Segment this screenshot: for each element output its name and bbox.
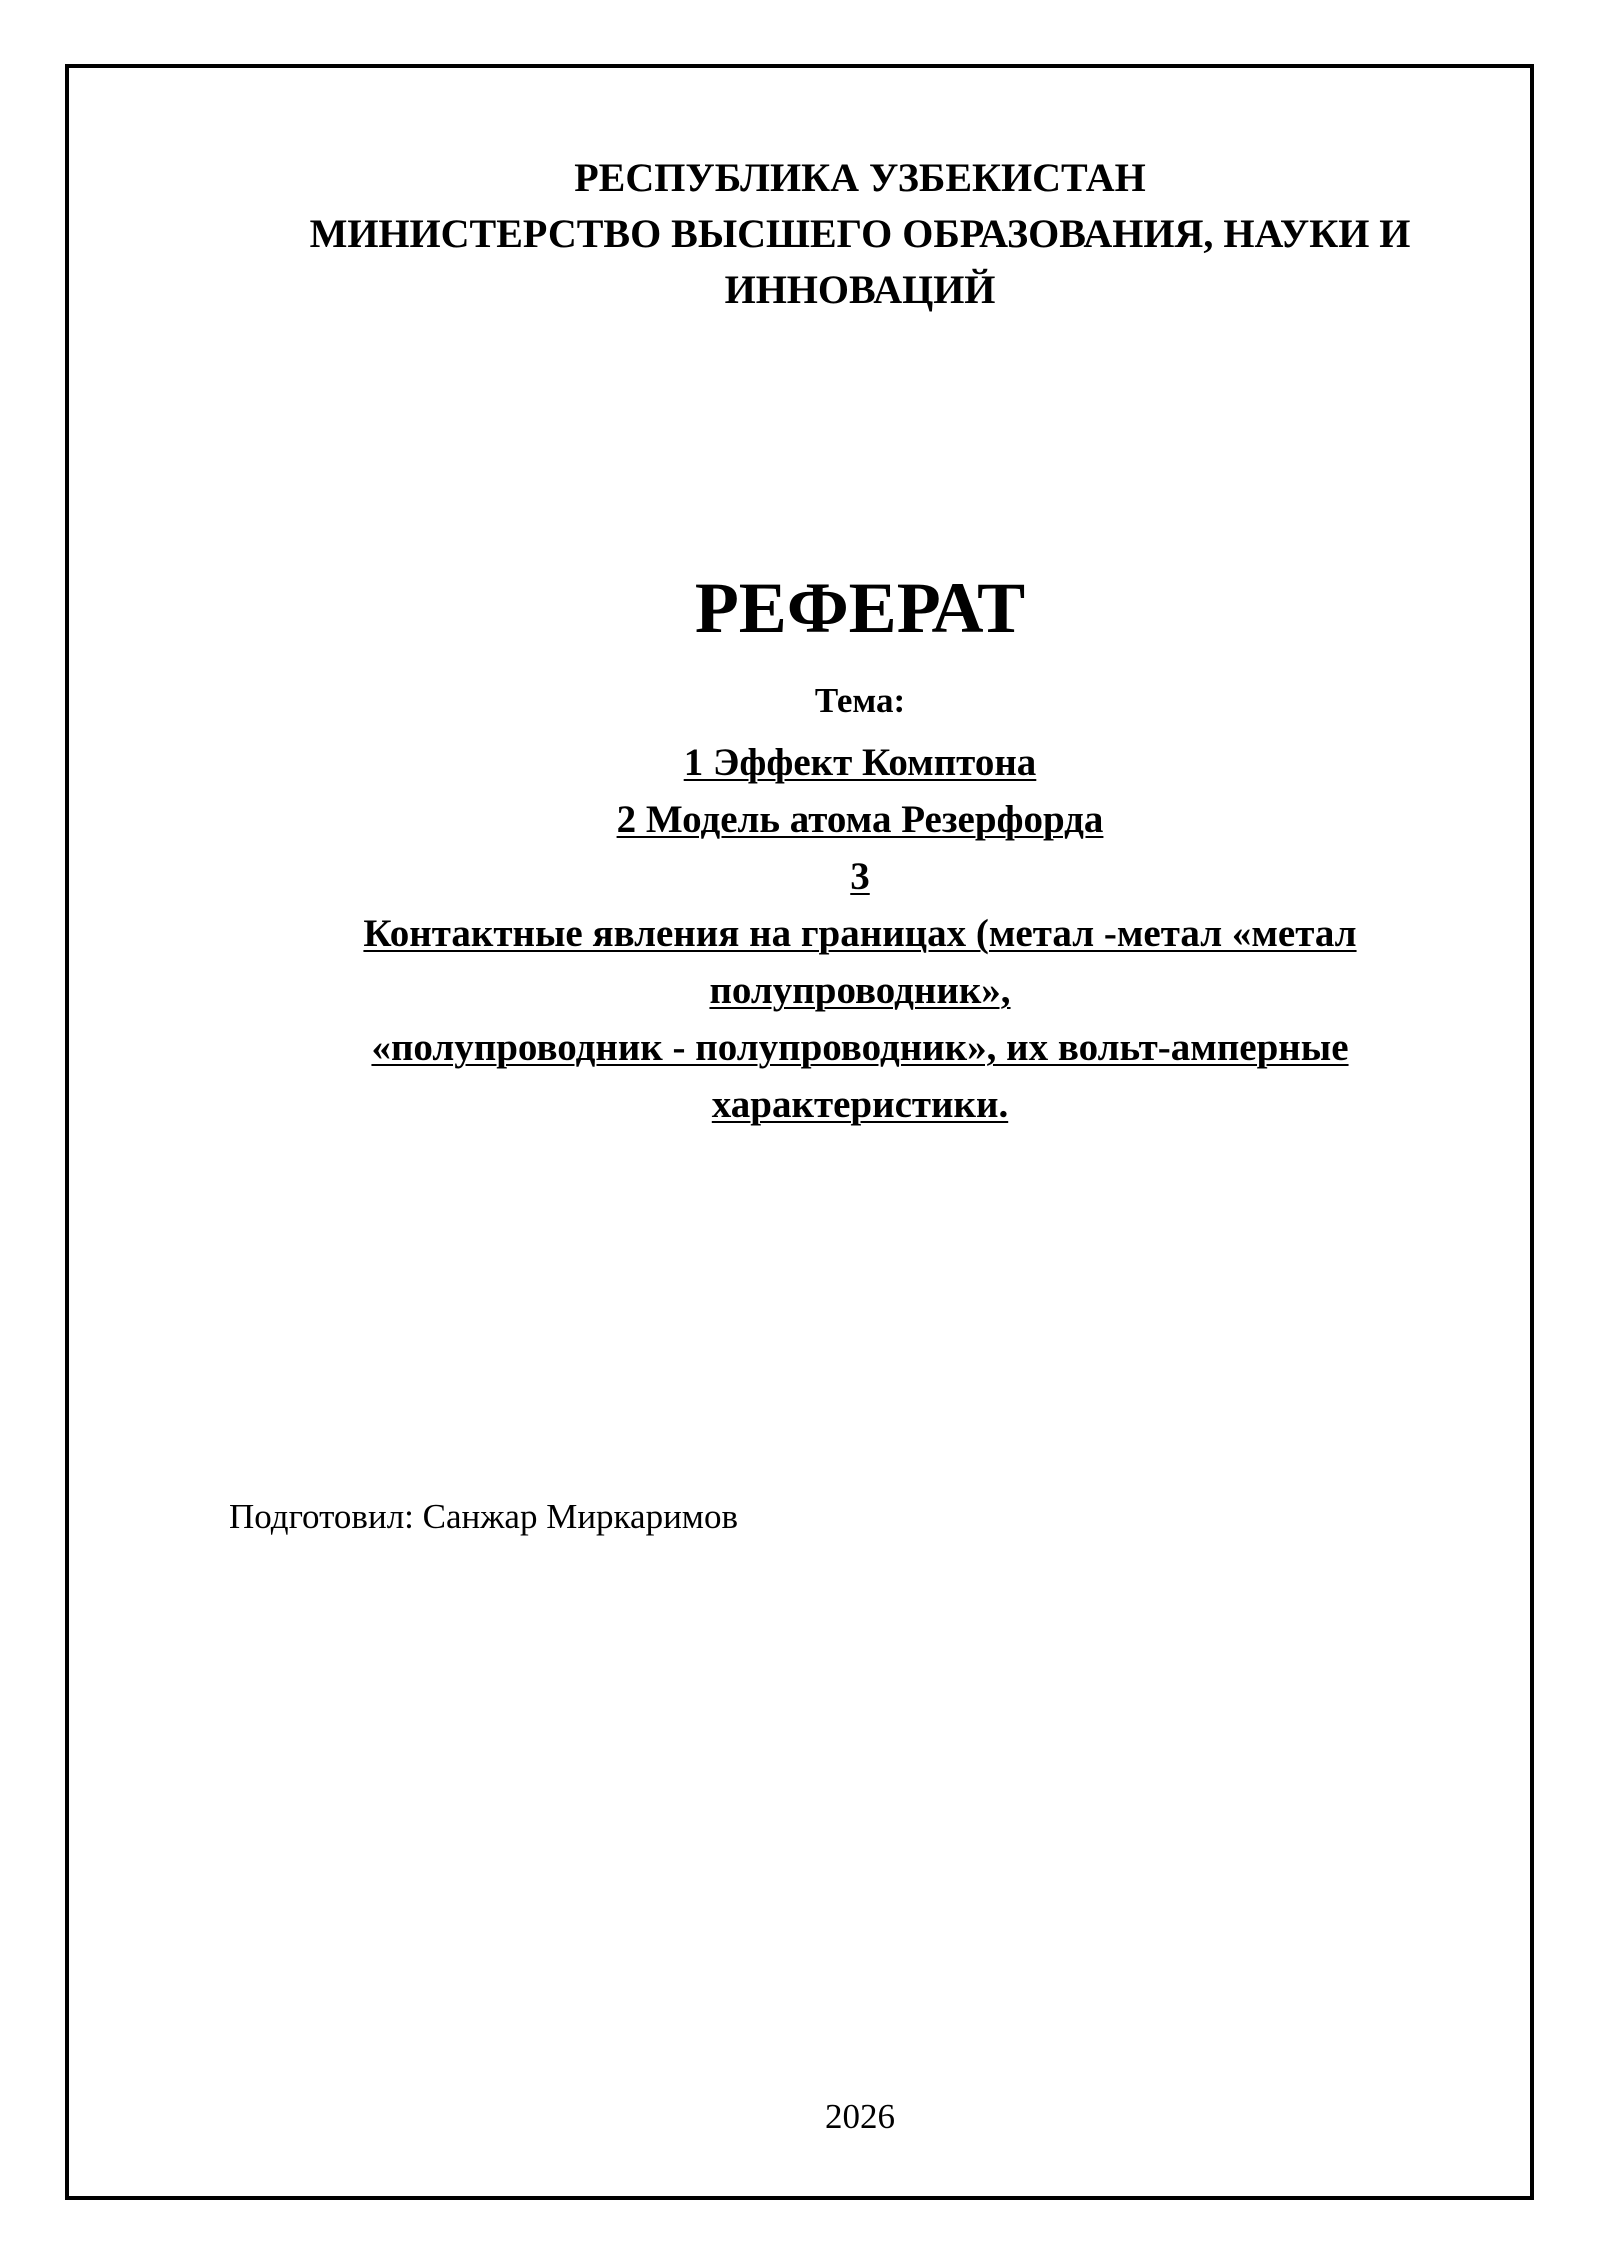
topic-line: характеристики. [711,1083,1009,1126]
prepared-by: Подготовил: Санжар Миркаримов [229,1497,738,1536]
topic-line: 1 Эффект Комптона [683,741,1037,784]
topic-line: полупроводник», [709,969,1011,1012]
topics-list [200,734,1520,1133]
header-ministry: МИНИСТЕРСТВО ВЫСШЕГО ОБРАЗОВАНИЯ, НАУКИ И [309,211,1411,256]
year: 2026 [825,2097,895,2136]
topic-line: Контактные явления на границах (метал -метал «метал [363,912,1357,955]
header-country: РЕСПУБЛИКА УЗБЕКИСТАН [574,155,1146,200]
header-ministry-cont: ИННОВАЦИЙ [724,267,996,312]
document-title: РЕФЕРАТ [694,568,1026,648]
theme-label: Тема: [814,681,906,720]
topic-line: 3 [850,855,870,898]
topic-line: 2 Модель атома Резерфорда [616,798,1104,841]
topic-line: «полупроводник - полупроводник», их вольт-амперные [371,1026,1349,1069]
document-header [200,150,1520,318]
